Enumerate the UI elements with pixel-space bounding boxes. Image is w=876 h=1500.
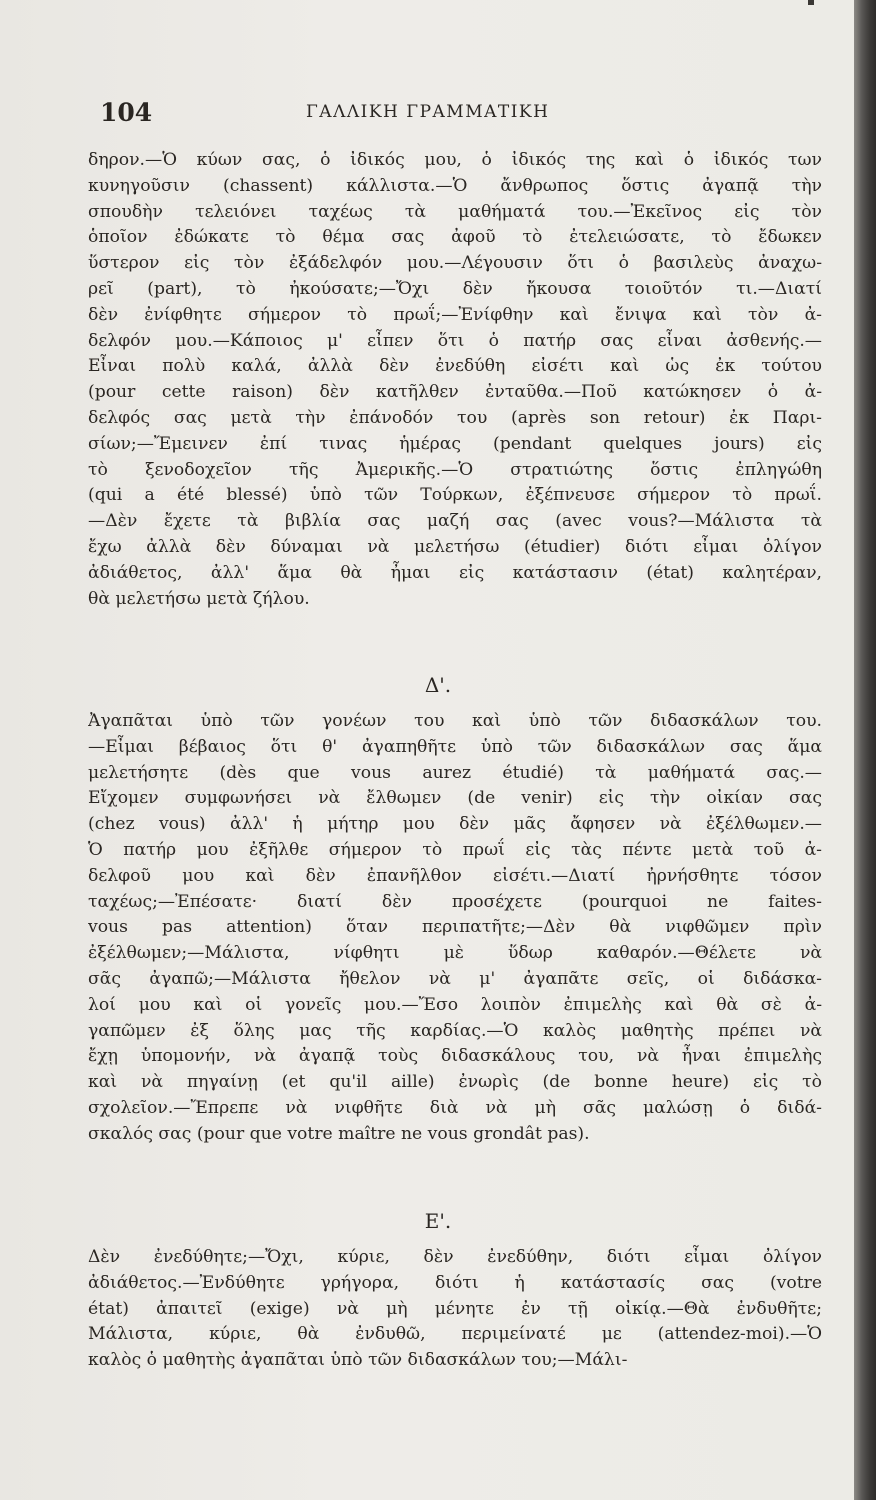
text-line: λοί μου καὶ οἱ γονεῖς μου.—Ἔσο λοιπὸν ἐπιμελὴς καὶ θὰ σὲ ἀ- [88,994,822,1015]
text-line: état) ἀπαιτεῖ (exige) νὰ μὴ μένητε ἐν τῇ οἰκίᾳ.—Θὰ ἐνδυθῆτε; [88,1298,822,1319]
text-line: (qui a été blessé) ὑπὸ τῶν Τούρκων, ἐξέπνευσε σήμερον τὸ πρωΐ. [88,485,822,506]
running-title: ΓΑΛΛΙΚΗ ΓΡΑΜΜΑΤΙΚΗ [306,102,550,122]
text-line: —Εἶμαι βέβαιος ὅτι θ' ἀγαπηθῆτε ὑπὸ τῶν διδασκάλων σας ἅμα [88,736,822,757]
section-heading: Ε'. [424,1209,452,1233]
text-line: καὶ νὰ πηγαίνῃ (et qu'il aille) ἐνωρὶς (de bonne heure) εἰς τὸ [88,1072,822,1093]
text-line: ἔχω ἀλλὰ δὲν δύναμαι νὰ μελετήσω (étudier) διότι εἶμαι ὀλίγον [88,536,822,557]
text-line: (pour cette raison) δὲν κατῆλθεν ἐνταῦθα.—Ποῦ κατώκησεν ὁ ἀ- [88,382,822,403]
text-line: Ἀγαπᾶται ὑπὸ τῶν γονέων του καὶ ὑπὸ τῶν διδασκάλων του. [88,711,822,731]
text-line: ἀδιάθετος, ἀλλ' ἅμα θὰ ἦμαι εἰς κατάστασιν (état) καλητέραν, [88,562,822,583]
text-line: Ὁ πατήρ μου ἐξῆλθε σήμερον τὸ πρωΐ εἰς τὰς πέντε μετὰ τοῦ ἀ- [88,839,822,860]
text-line: ἀδιάθετος.—Ἐνδύθητε γρήγορα, διότι ἡ κατάστασίς σας (votre [88,1272,822,1293]
text-line: δελφός σας μετὰ τὴν ἐπάνοδόν του (après son retour) ἐκ Παρι- [88,407,822,428]
page-header [100,98,820,132]
section-heading: Δ'. [424,673,452,697]
text-line: ἐξέλθωμεν;—Μάλιστα, νίφθητι μὲ ὕδωρ καθαρόν.—Θέλετε νὰ [88,943,822,964]
text-line: —Δὲν ἔχετε τὰ βιβλία σας μαζή σας (avec vous?—Μάλιστα τὰ [88,511,822,532]
page-edge-shadow [854,0,876,1500]
section-text [88,709,822,1148]
text-line: Εἶναι πολὺ καλά, ἀλλὰ δὲν ἐνεδύθη εἰσέτι καὶ ὡς ἐκ τούτου [88,356,822,377]
text-line: ἔχῃ ὑπομονήν, νὰ ἀγαπᾷ τοὺς διδασκάλους του, νὰ ἦναι ἐπιμελὴς [88,1046,822,1067]
text-line: σᾶς ἀγαπῶ;—Μάλιστα ἤθελον νὰ μ' ἀγαπᾶτε σεῖς, οἱ διδάσκα- [88,968,822,989]
text-line: δελφόν μου.—Κάποιος μ' εἶπεν ὅτι ὁ πατήρ σας εἶναι ἀσθενής.— [88,330,822,351]
text-line: ρεῖ (part), τὸ ἠκούσατε;—Ὄχι δὲν ἤκουσα τοιοῦτόν τι.—Διατί [88,278,822,299]
text-line: δελφοῦ μου καὶ δὲν ἐπανῆλθον εἰσέτι.—Διατί ἠρνήσθητε τόσον [88,865,822,886]
text-line: μελετήσητε (dès que vous aurez étudié) τὰ μαθήματά σας.— [88,762,822,783]
text-line: δὲν ἐνίφθητε σήμερον τὸ πρωΐ;—Ἐνίφθην καὶ ἔνιψα καὶ τὸν ἀ- [88,304,822,325]
text-line: vous pas attention) ὅταν περιπατῆτε;—Δὲν θὰ νιφθῶμεν πρὶν [88,917,822,938]
text-line: σκαλός σας (pour que votre maître ne vous grondât pas). [88,1123,590,1144]
text-line: τὸ ξενοδοχεῖον τῆς Ἀμερικῆς.—Ὁ στρατιώτης ὅστις ἐπληγώθη [88,459,822,480]
page-number: 104 [100,98,153,127]
section-text [88,1245,822,1374]
page-edge-mark [808,0,814,5]
text-line: Δὲν ἐνεδύθητε;—Ὄχι, κύριε, δὲν ἐνεδύθην, διότι εἶμαι ὀλίγον [88,1247,822,1267]
text-line: ταχέως;—Ἐπέσατε· διατί δὲν προσέχετε (pourquoi ne faites- [88,891,822,912]
text-line: σπουδὴν τελειόνει ταχέως τὰ μαθήματά του.—Ἐκεῖνος εἰς τὸν [88,201,822,222]
text-line: ὕστερον εἰς τὸν ἐξάδελφόν μου.—Λέγουσιν ὅτι ὁ βασιλεὺς ἀναχω- [88,253,822,274]
text-line: κυνηγοῦσιν (chassent) κάλλιστα.—Ὁ ἄνθρωπος ὅστις ἀγαπᾷ τὴν [88,175,822,196]
text-line: Εἴχομεν συμφωνήσει νὰ ἔλθωμεν (de venir) εἰς τὴν οἰκίαν σας [88,788,822,809]
text-line: δηρον.—Ὁ κύων σας, ὁ ἰδικός μου, ὁ ἰδικός της καὶ ὁ ἰδικός των [88,150,822,170]
text-line: καλὸς ὁ μαθητὴς ἀγαπᾶται ὑπὸ τῶν διδασκάλων του;—Μάλι- [88,1350,628,1371]
text-line: γαπῶμεν ἐξ ὅλης μας τῆς καρδίας.—Ὁ καλὸς μαθητὴς πρέπει νὰ [88,1020,822,1041]
text-line: (chez vous) ἀλλ' ἡ μήτηρ μου δὲν μᾶς ἄφησεν νὰ ἐξέλθωμεν.— [88,814,822,835]
text-line: σχολεῖον.—Ἔπρεπε νὰ νιφθῆτε διὰ νὰ μὴ σᾶς μαλώσῃ ὁ διδά- [88,1097,822,1118]
section-text [88,148,822,612]
text-line: Μάλιστα, κύριε, θὰ ἐνδυθῶ, περιμείνατέ με (attendez-moi).—Ὁ [88,1324,822,1345]
text-line: θὰ μελετήσω μετὰ ζήλου. [88,588,310,609]
text-line: ὁποῖον ἐδώκατε τὸ θέμα σας ἀφοῦ τὸ ἐτελειώσατε, τὸ ἔδωκεν [88,227,822,248]
text-line: σίων;—Ἔμεινεν ἐπί τινας ἡμέρας (pendant quelques jours) εἰς [88,433,822,454]
